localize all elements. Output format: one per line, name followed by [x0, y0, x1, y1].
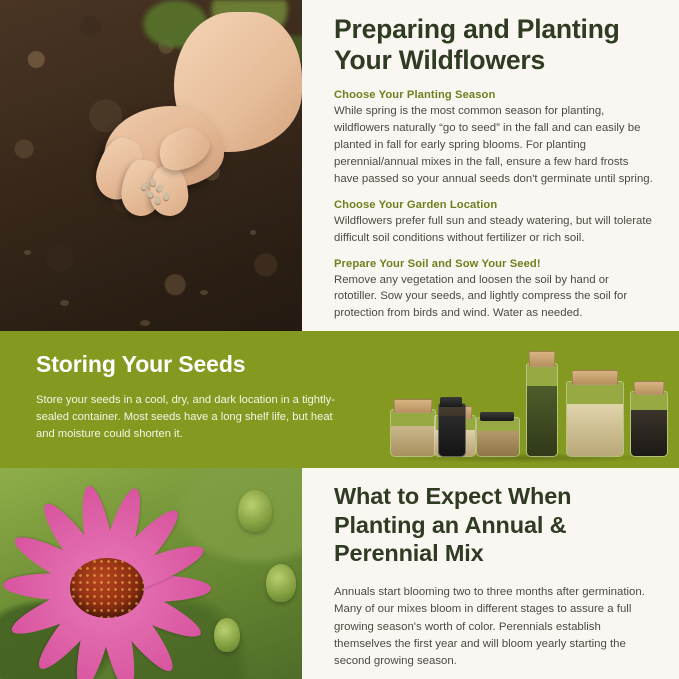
- seed-jars-photo: [380, 339, 670, 468]
- hand-illustration: [96, 10, 302, 240]
- cork-lid: [634, 381, 664, 395]
- soil-speck: [140, 320, 150, 326]
- page-title: Preparing and Planting Your Wildflowers: [334, 14, 620, 75]
- jar-contents: [527, 386, 557, 456]
- subheading-garden-location: Choose Your Garden Location: [334, 198, 498, 211]
- seed: [145, 189, 154, 198]
- jar-contents: [631, 410, 667, 456]
- subheading-planting-season: Choose Your Planting Season: [334, 89, 496, 102]
- jar-contents: [567, 404, 623, 456]
- section-what-to-expect: [0, 468, 679, 679]
- jar-contents: [477, 431, 519, 456]
- flower-bud: [238, 490, 272, 532]
- soil-speck: [24, 250, 31, 255]
- flower-cone-center: [70, 558, 144, 618]
- seed: [163, 192, 169, 201]
- seeds-in-hand: [140, 178, 184, 208]
- seed-jar-large: [566, 381, 624, 457]
- seed-tube: [526, 363, 558, 457]
- seed-jar: [476, 417, 520, 457]
- soil-speck: [200, 290, 208, 295]
- seed: [156, 183, 165, 192]
- section3-title: What to Expect When Planting an Annual & Perennial Mix: [334, 483, 572, 567]
- body-planting-season: While spring is the most common season for planting, wildflowers naturally “go to seed” in the fall and can easily be planted in fall for early spring blooms. For planting perennial/annual mixes in the fall, ensure a few hard frosts have passed so your annual seeds don't germinate until spring.: [334, 105, 653, 185]
- seed-jar: [390, 409, 436, 457]
- cork-lid: [529, 351, 555, 367]
- cone-texture: [70, 558, 144, 618]
- purple-coneflower: [0, 490, 232, 679]
- body-garden-location: Wildflowers prefer full sun and steady watering, but will tolerate difficult soil conditions without fertilizer or rich soil.: [334, 214, 652, 244]
- black-lid: [480, 412, 514, 421]
- flower-bud: [266, 564, 296, 602]
- body-prepare-soil: Remove any vegetation and loosen the soil by hand or rototiller. Sow your seeds, and lightly compress the soil for protection from birds and wind. Water as needed.: [334, 273, 628, 320]
- section-storing-your-seeds: [0, 331, 679, 468]
- section1-text-column: [302, 0, 679, 331]
- section3-text-column: [302, 468, 679, 679]
- jar-contents: [391, 426, 435, 456]
- seed: [149, 178, 156, 187]
- section2-title: Storing Your Seeds: [36, 351, 246, 377]
- seed: [155, 196, 161, 204]
- jar-contents: [439, 416, 465, 456]
- section3-body: Annuals start blooming two to three months after germination. Many of our mixes bloom in different stages to assure a full growing season's worth of color. Perennials establish themselves the first year and will bloom yearly starting the second growing season.: [334, 585, 645, 668]
- seed-bottle-dark: [438, 403, 466, 457]
- black-lid: [440, 397, 462, 407]
- hand-sowing-seeds-photo: [0, 0, 302, 331]
- subheading-prepare-soil: Prepare Your Soil and Sow Your Seed!: [334, 257, 541, 270]
- cork-lid: [572, 370, 618, 385]
- coneflower-photo: [0, 468, 302, 679]
- soil-speck: [60, 300, 69, 306]
- section2-text-column: [36, 351, 336, 443]
- section-preparing-and-planting: [0, 0, 679, 331]
- seed-jar: [630, 391, 668, 457]
- section2-body: Store your seeds in a cool, dry, and dark location in a tightly-sealed container. Most seeds have a long shelf life, but heat and moisture could shorten it.: [36, 394, 335, 441]
- cork-lid: [394, 399, 432, 413]
